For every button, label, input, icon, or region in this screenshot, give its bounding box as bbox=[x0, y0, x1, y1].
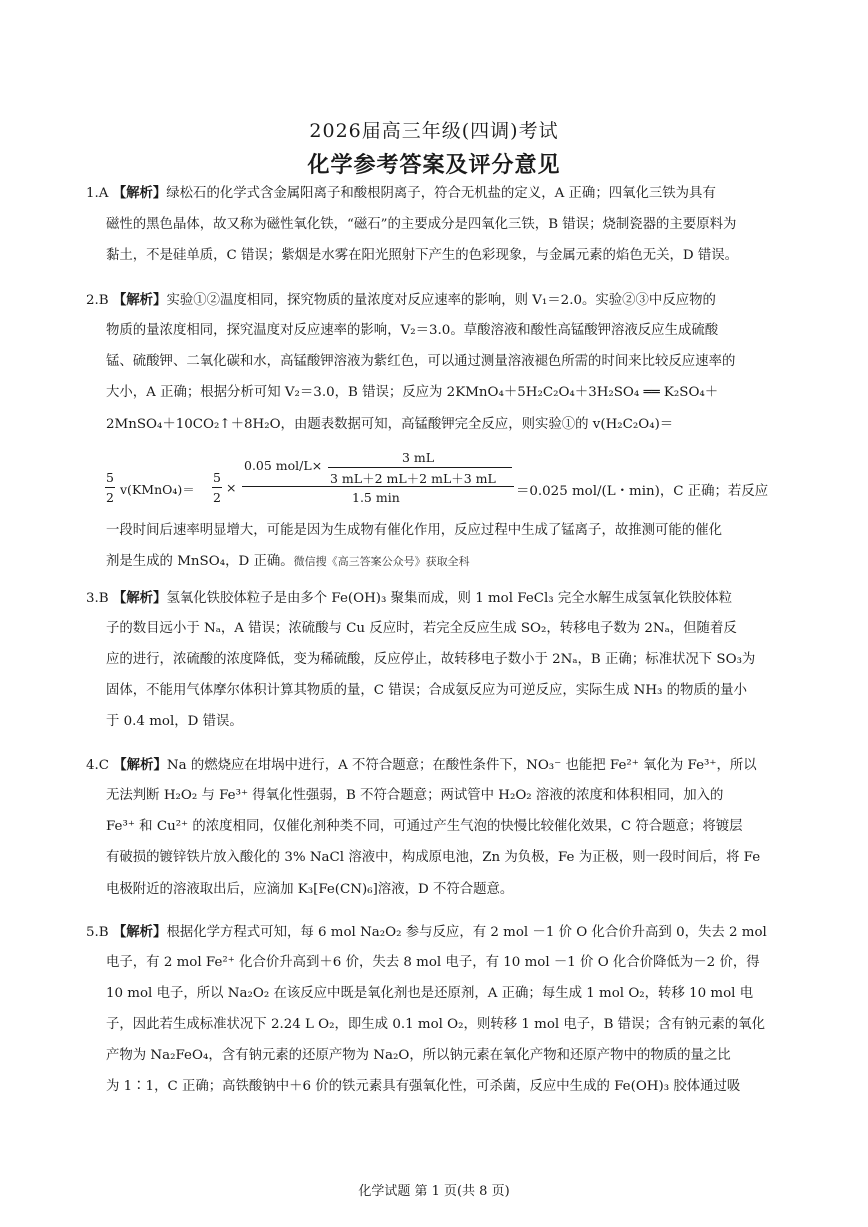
inner-denominator: 3 mL＋2 mL＋2 mL＋3 mL bbox=[330, 471, 496, 486]
q1-line-3: 黏土，不是硅单质，C 错误；紫烟是水雾在阳光照射下产生的色彩现象，与金属元素的焰色无关，D 错误。 bbox=[106, 248, 739, 263]
times-sign: × bbox=[226, 480, 237, 495]
q3-line-3: 应的进行，浓硫酸的浓度降低，变为稀硫酸，反应停止，故转移电子数小于 2Nₐ，B 正确；标准状况下 SO₃为 bbox=[106, 652, 756, 667]
q2-text-7: 剂是生成的 MnSO₄，D 正确。 bbox=[106, 554, 294, 569]
q3-analysis-tag: 【解析】 bbox=[112, 590, 167, 606]
q1-line-1 bbox=[86, 178, 776, 208]
q4-number: 4.C bbox=[86, 758, 110, 773]
q2-line-7 bbox=[106, 547, 776, 577]
q2-text-1: 实验①②温度相同，探究物质的量浓度对反应速率的影响，则 V₁＝2.0。实验②③中反应物的 bbox=[166, 293, 716, 308]
q1-analysis-tag: 【解析】 bbox=[112, 185, 167, 201]
q2-line-5: 2MnSO₄＋10CO₂↑＋8H₂O，由题表数据可知，高锰酸钾完全反应，则实验①的 v(H₂C₂O₄)＝ bbox=[106, 417, 674, 432]
lead-fraction-denominator: 2 bbox=[106, 490, 114, 505]
q5-number: 5.B bbox=[86, 925, 109, 940]
exam-title: 2026届高三年级(四调)考试 bbox=[309, 120, 559, 142]
inner-numerator: 3 mL bbox=[402, 450, 435, 465]
main-fraction-bar bbox=[242, 486, 514, 487]
lead-fraction-numerator: 5 bbox=[106, 470, 114, 485]
wechat-note: 微信搜《高三答案公众号》获取全科 bbox=[293, 555, 470, 568]
q5-line-4: 子，因此若生成标准状况下 2.24 L O₂，即生成 0.1 mol O₂，则转移 1 mol 电子，B 错误；含有钠元素的氧化 bbox=[106, 1017, 765, 1032]
rate-result: ＝0.025 mol/(L・min)，C 正确；若反应 bbox=[516, 484, 769, 499]
q3-line-2: 子的数目远小于 Nₐ，A 错误；浓硫酸与 Cu 反应时，若完全反应生成 SO₂，转移电子数为 2Nₐ，但随着反 bbox=[106, 621, 737, 636]
q5-line-6: 为 1∶1，C 正确；高铁酸钠中＋6 价的铁元素具有强氧化性，可杀菌，反应中生成的 Fe(OH)₃ 胶体通过吸 bbox=[106, 1079, 741, 1094]
q3-line-4: 固体，不能用气体摩尔体积计算其物质的量，C 错误；合成氨反应为可逆反应，实际生成 NH₃ 的物质的量小 bbox=[106, 683, 747, 698]
q5-line-5: 产物为 Na₂FeO₄，含有钠元素的还原产物为 Na₂O，所以钠元素在氧化产物和还原产物中的物质的量之比 bbox=[106, 1048, 731, 1063]
time-denominator: 1.5 min bbox=[352, 490, 400, 505]
rate-kmno4: v(KMnO₄)＝ bbox=[120, 482, 195, 497]
concentration-term: 0.05 mol/L× bbox=[244, 458, 323, 473]
q4-analysis-tag: 【解析】 bbox=[113, 757, 167, 773]
q2-line-4: 大小，A 正确；根据分析可知 V₂＝3.0，B 错误；反应为 2KMnO₄＋5H₂C₂O₄＋3H₂SO₄ ══ K₂SO₄＋ bbox=[106, 385, 719, 400]
q4-line-1 bbox=[86, 750, 776, 780]
q5-text-1: 根据化学方程式可知，每 6 mol Na₂O₂ 参与反应，有 2 mol －1 价 O 化合价升高到 0，失去 2 mol bbox=[166, 925, 767, 940]
q4-line-3: Fe³⁺ 和 Cu²⁺ 的浓度相同，仅催化剂种类不同，可通过产生气泡的快慢比较催化效果，C 符合题意；将镀层 bbox=[106, 819, 743, 834]
q3-text-1: 氢氧化铁胶体粒子是由多个 Fe(OH)₃ 聚集而成，则 1 mol FeCl₃ 完全水解生成氢氧化铁胶体粒 bbox=[166, 591, 732, 606]
q4-line-5: 电极附近的溶液取出后，应滴加 K₃[Fe(CN)₆]溶液，D 不符合题意。 bbox=[106, 882, 514, 897]
q3-line-1 bbox=[86, 583, 776, 613]
coef-fraction-denominator: 2 bbox=[213, 490, 221, 505]
q5-line-1 bbox=[86, 917, 776, 947]
q1-number: 1.A bbox=[86, 186, 109, 201]
coef-fraction-bar bbox=[212, 487, 222, 488]
q4-line-2: 无法判断 H₂O₂ 与 Fe³⁺ 得氧化性强弱，B 不符合题意；两试管中 H₂O₂ 溶液的浓度和体积相同，加入的 bbox=[106, 788, 724, 803]
q1-line-2: 磁性的黑色晶体，故又称为磁性氧化铁，“磁石”的主要成分是四氧化三铁，B 错误；烧制瓷器的主要原料为 bbox=[106, 217, 737, 232]
q2-line-2: 物质的量浓度相同，探究温度对反应速率的影响，V₂＝3.0。草酸溶液和酸性高锰酸钾溶液反应生成硫酸 bbox=[106, 323, 719, 338]
q2-number: 2.B bbox=[86, 293, 109, 308]
inner-fraction-bar bbox=[328, 467, 512, 468]
q2-line-3: 锰、硫酸钾、二氧化碳和水，高锰酸钾溶液为紫红色，可以通过测量溶液褪色所需的时间来比较反应速率的 bbox=[106, 354, 736, 369]
q4-text-1: Na 的燃烧应在坩埚中进行，A 不符合题意；在酸性条件下，NO₃⁻ 也能把 Fe²⁺ 氧化为 Fe³⁺，所以 bbox=[166, 758, 757, 773]
lead-fraction-bar bbox=[105, 487, 115, 488]
q5-line-2: 电子，有 2 mol Fe²⁺ 化合价升高到＋6 价，失去 8 mol 电子，有 10 mol －1 价 O 化合价降低为－2 价，得 bbox=[106, 955, 760, 970]
q2-line-1 bbox=[86, 285, 776, 315]
q2-analysis-tag: 【解析】 bbox=[112, 292, 167, 308]
answer-key-subtitle: 化学参考答案及评分意见 bbox=[307, 152, 561, 178]
q1-text-1: 绿松石的化学式含金属阳离子和酸根阴离子，符合无机盐的定义，A 正确；四氧化三铁为具有 bbox=[166, 186, 716, 201]
q3-number: 3.B bbox=[86, 591, 109, 606]
coef-fraction-numerator: 5 bbox=[213, 470, 221, 485]
q4-line-4: 有破损的镀锌铁片放入酸化的 3% NaCl 溶液中，构成原电池，Zn 为负极，Fe 为正极，则一段时间后，将 Fe bbox=[106, 850, 761, 865]
q3-line-5: 于 0.4 mol，D 错误。 bbox=[106, 714, 243, 729]
q2-line-6: 一段时间后速率明显增大，可能是因为生成物有催化作用，反应过程中生成了锰离子，故推测可能的催化 bbox=[106, 523, 722, 538]
page-footer: 化学试题 第 1 页(共 8 页) bbox=[358, 1184, 510, 1199]
q5-line-3: 10 mol 电子，所以 Na₂O₂ 在该反应中既是氧化剂也是还原剂，A 正确；每生成 1 mol O₂，转移 10 mol 电 bbox=[106, 986, 754, 1001]
q5-analysis-tag: 【解析】 bbox=[112, 924, 167, 940]
